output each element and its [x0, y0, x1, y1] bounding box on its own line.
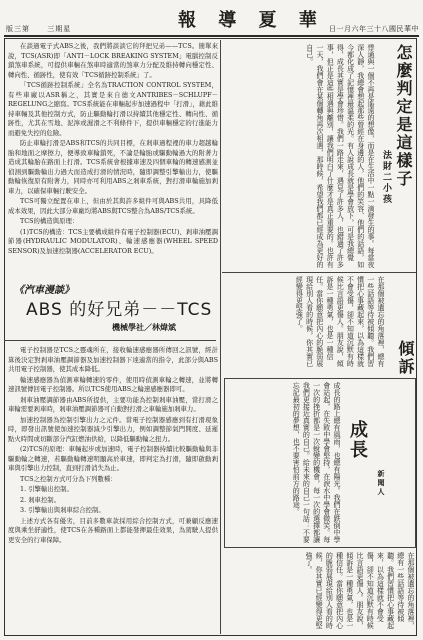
paragraph: TCS可獨立配置在車上，但由於其與許多組件可與ABS共用，具降低成本效果，因此大部分車廠均將ABS與TCS整合為ABS/TCS系統。 — [8, 197, 218, 215]
article-byline: 機械學社／林煒斌 — [112, 322, 176, 332]
article-headline: ABS 的好兄弟－－TCS — [26, 300, 213, 320]
paragraph: (2)TCS的原理：車輛起步或加速時，電子控制器持續比較驅動輪與非驅動輪之轉速，若驅動輪轉速明顯高於車速，即判定為打滑，隨即啟動剎車與引擎出力控制，直到打滑消失為止。 — [8, 445, 218, 472]
paragraph: 上述方式各有優劣，目前多數車款採用綜合控制方式，可兼顧反應速度與乘坐舒適性，使TCS在各種路面上都能發揮最佳效果，為駕駛人提供更安全的行車保障。 — [8, 516, 218, 544]
edition-label: 版三第 — [6, 25, 30, 33]
column2-text: 在那個被遺忘的角落裡，總有一些話語等待被傾聽。我們習慣把心事藏起來，以為這樣就不會受傷，卻不知道沉默有時候比言語更傷人。朋友說，傾訴是一種勇氣，也是一種信任。當你願意把內心的脆弱展現給別人看的時候，你其實已經變得更堅強了。 — [295, 276, 385, 367]
column-separator — [220, 40, 221, 634]
header-left — [6, 24, 85, 34]
date-label: 日一月六年三十八國民華中 — [329, 25, 419, 33]
column-title: 怎麼判定是這樣子 — [394, 44, 413, 188]
weekday-label: 三期星 — [47, 25, 72, 33]
structure-text: (1)TCS的構造：TCS主要構成組件有電子控制器(ECU)、剎車油壓調節器(HYDRAULIC MODULATOR)、輪速感應器(WHEEL SPEED SENSOR)及加速控制器(ACCELERATOR ECU)。 — [8, 227, 218, 255]
paragraph: 電子控制器是TCS之靈魂所在，接收輪速感應器所傳回之訊號，經計算後決定對剎車油壓調節器及加速控制器下達適當的指令，此部分與ABS共用電子控制器，使其成本降低。 — [8, 346, 218, 373]
column-author: 法財二小孩 — [381, 150, 391, 205]
column-divider — [222, 272, 416, 273]
paragraph: 在談過電子式ABS之後，我們將談談它的拜把兄弟——TCS。簡單來說，TCS(ASR)即「ANTI－LOCK BREAKING SYSTEM」電腦控制反鎖煞車系統，可提供車輛在煞車時適當的煞車力分配及維持轉向穩定性、轉向性、循跡性，使有效「TCS循跡控制系統」了。 — [8, 42, 218, 79]
column2-title: 傾訴 — [396, 340, 415, 376]
masthead: 報 導 夏 華 — [178, 10, 325, 31]
paragraph: 3. 引擎輸出與剎車綜合控制。 — [20, 506, 105, 514]
paragraph: 2. 剎車控制。 — [20, 495, 61, 504]
paragraph: 「TCS循跡控制系統」全名為TRACTION CONTROL SYSTEM，有些車廠以ASR稱之，其實是來自德文ANTRIBES－SCHLUPF－REGELUNG之縮寫。TCS系統能在車輛起步加速過程中「打滑」，藉此維持車輛及其他控制方式，防止驅動輪打滑以持續其他穩定性、轉向性、循跡性，尤其在雪地、泥濘或濕滑之不利條件下，提供車輛穩定的行進能力而避免失控的危險。 — [8, 81, 218, 137]
kicker-text: 汽車漫談 — [24, 285, 64, 296]
page-header — [0, 0, 423, 36]
header-rule — [4, 35, 419, 37]
article-bottom-wrapper — [8, 42, 218, 632]
paragraph: 剎車油壓調節器由ABS所提供，主要功能為控制剎車油壓，當打滑之車輪需要剎車時，剎車油壓調節器可自動對打滑之車輪施加剎車力。 — [8, 395, 218, 413]
column3-title: 成長 — [347, 420, 368, 460]
paragraph: 加速控制器為控制引擎出力之元件。當電子控制器感應到有打滑現象時，即發出訊號使加速控制器減少引擎出力，例如調整節氣門開度、延遲點火時間或切斷部分汽缸燃油供給，以降低驅動輪之扭力。 — [8, 415, 218, 443]
article-bottom-text — [8, 346, 218, 545]
paragraph: TCS之控制方式可分為下列數種： — [20, 474, 117, 483]
column-top-text: 悸通與一個不再是遙遠的想像，而是在生活中一點一滴發生的事。每當夜深人靜，我總會想起那些曾經在身邊的人，他們的笑容、他們的話語，如今都化成了記憶裡最溫柔的光。有人說成長就是學會放下，可是我總覺得，成長其實是學會珍惜。我們一路走來，遇見了許多人，也錯過了許多事，但正是這些相遇與離別，讓我們明白了什麼才是真正重要的。也許有一天，我們會在某個轉角再次相遇，那時候，希望我們都已經成為更好的自己。 — [305, 44, 375, 268]
article-kicker: 《汽車漫談》 — [14, 285, 74, 296]
column3-author: 新聞人 — [377, 470, 386, 497]
paragraph: 1. 引擎輸出控制。 — [20, 485, 73, 493]
paragraph: 防止車輪打滑是ABS和TCS的共同目標，在剎車過程裡的車力超越輪胎和地面之摩擦力，便導致車輪鎖死，不論是輪胎或驅動輪過大的附著力造成其輪胎在路面上打滑。TCS系統會根據車速及四個車輪的轉速感測並偵測到驅動輪出力過大而造成打滑的情況時，隨即調整引擎輸出力，使驅動輪恢復原有附著力，同時亦可利用ABS之剎車系統，對打滑車輪施加剎車力，以確保車輛行駛安全。 — [8, 139, 218, 195]
column3-text: 成長的路上總有風雨，也總有陽光。我們在跌倒中學會站起，在失敗中學會堅持，在淚水中學會微笑。每一次的挫折都是一次蛻變的機會，每一次的選擇都讓我們更接近真實的自己。給未來的自己一句話：不要忘記最初的夢想，也不要害怕前方的路途。 — [292, 382, 341, 543]
structure-heading: TCS的構造與原理： — [20, 217, 79, 225]
column3-continuation: 在那個被遺忘的角落裡，總有一些話語等待被傾聽。我們習慣把心事藏起來，以為這樣就不會受傷，卻不知道沉默有時候比言語更傷人。朋友說，傾訴是一種勇氣，也是一種信任。當你願意把內心的脆弱展現給別人看的時候，你其實已經變得更堅強了。 — [304, 552, 415, 629]
article-bottom-block — [8, 346, 218, 630]
paragraph: 輪速感應器為偵測車輪轉速的零件，使用時偵測車輪之轉速，並將轉速訊號傳回電子控制器。所以TCS使用ABS之輪速感應器即可。 — [8, 375, 218, 393]
